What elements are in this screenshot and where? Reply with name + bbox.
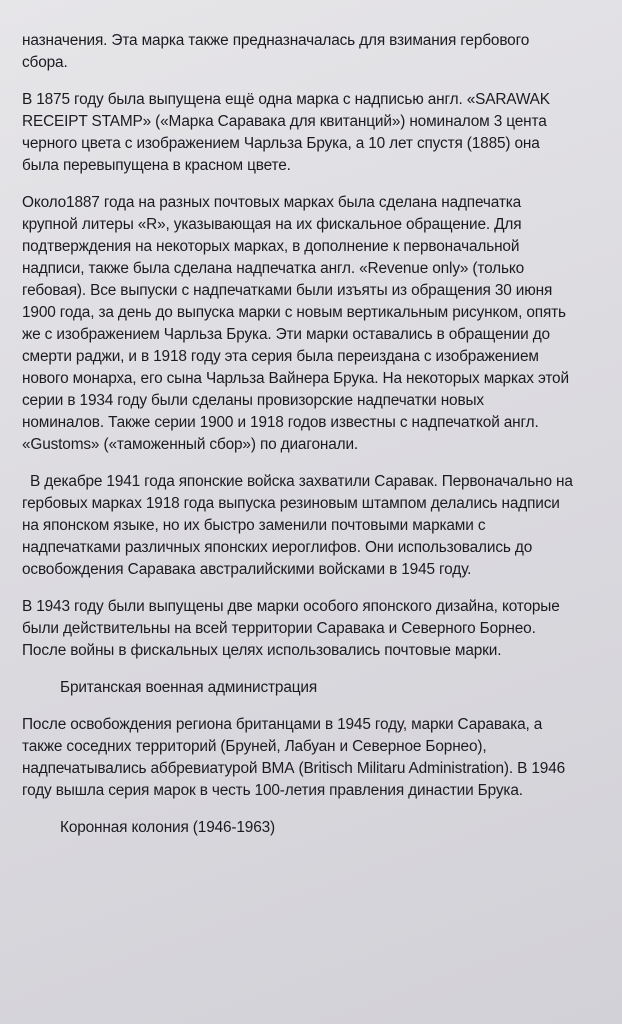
text-line: смерти раджи, и в 1918 году эта серия была переиздана с изображением	[22, 348, 539, 365]
section-heading-bma	[22, 677, 600, 699]
text-line: были действительны на всей территории Саравака и Северного Борнео.	[22, 620, 536, 637]
paragraph-bma-overprints	[22, 714, 600, 802]
section-heading: Коронная колония (1946-1963)	[60, 819, 276, 836]
text-line: также соседних территорий (Бруней, Лабуан и Северное Борнео),	[22, 738, 487, 755]
text-line: В 1875 году была выпущена ещё одна марка с надписью англ. «SARAWAK	[22, 91, 550, 108]
text-line: гебовая). Все выпуски с надпечатками были изъяты из обращения 30 июня	[22, 282, 553, 299]
text-line: гербовых марках 1918 года выпуска резиновым штампом делались надписи	[22, 495, 560, 512]
paragraph-1943-japanese-design	[22, 596, 600, 662]
text-line: назначения. Эта марка также предназначалась для взимания гербового	[22, 32, 530, 49]
text-line: серии в 1934 году были сделаны провизорские надпечатки новых	[22, 392, 484, 409]
text-line: В декабре 1941 года японские войска захватили Саравак. Первоначально на	[30, 473, 573, 490]
text-line: После войны в фискальных целях использовались почтовые марки.	[22, 642, 502, 659]
text-line: надписи, также была сделана надпечатка англ. «Revenue only» (только	[22, 260, 525, 277]
section-heading: Британская военная администрация	[60, 679, 318, 696]
text-line: После освобождения региона британцами в 1945 году, марки Саравака, а	[22, 716, 543, 733]
text-line: крупной литеры «R», указывающая на их фискальное обращение. Для	[22, 216, 522, 233]
section-heading-crown-colony	[22, 817, 600, 839]
text-line: же с изображением Чарльза Брука. Эти марки оставались в обращении до	[22, 326, 550, 343]
text-line: году вышла серия марок в честь 100-летия правления династии Брука.	[22, 782, 523, 799]
text-line: «Gustoms» («таможенный сбор») по диагонали.	[22, 436, 359, 453]
text-line: В 1943 году были выпущены две марки особого японского дизайна, которые	[22, 598, 560, 615]
paragraph-1875-receipt-stamp	[22, 89, 600, 177]
text-line: Около1887 года на разных почтовых марках была сделана надпечатка	[22, 194, 522, 211]
text-line: освобождения Саравака австралийскими войсками в 1945 году.	[22, 561, 472, 578]
text-line: 1900 года, за день до выпуска марки с новым вертикальным рисунком, опять	[22, 304, 566, 321]
text-line: номиналов. Также серии 1900 и 1918 годов известны с надпечаткой англ.	[22, 414, 539, 431]
text-line: надпечатывались аббревиатурой ВМА (Britisch Militaru Administration). В 1946	[22, 760, 566, 777]
text-line: на японском языке, но их быстро заменили почтовыми марками с	[22, 517, 486, 534]
text-line: подтверждения на некоторых марках, в дополнение к первоначальной	[22, 238, 520, 255]
paragraph-stamp-duty	[22, 30, 600, 74]
text-line: RECEIPT STAMP» («Марка Саравака для квитанций») номиналом 3 цента	[22, 113, 547, 130]
text-line: нового монарха, его сына Чарльза Вайнера Брука. На некоторых марках этой	[22, 370, 569, 387]
text-line: черного цвета с изображением Чарльза Брука, а 10 лет спустя (1885) она	[22, 135, 540, 152]
paragraph-1941-occupation	[22, 471, 600, 581]
text-line: надпечатками различных японских иероглифов. Они использовались до	[22, 539, 533, 556]
text-line: сбора.	[22, 54, 68, 71]
paragraph-1887-overprints	[22, 192, 600, 456]
text-line: была перевыпущена в красном цвете.	[22, 157, 291, 174]
